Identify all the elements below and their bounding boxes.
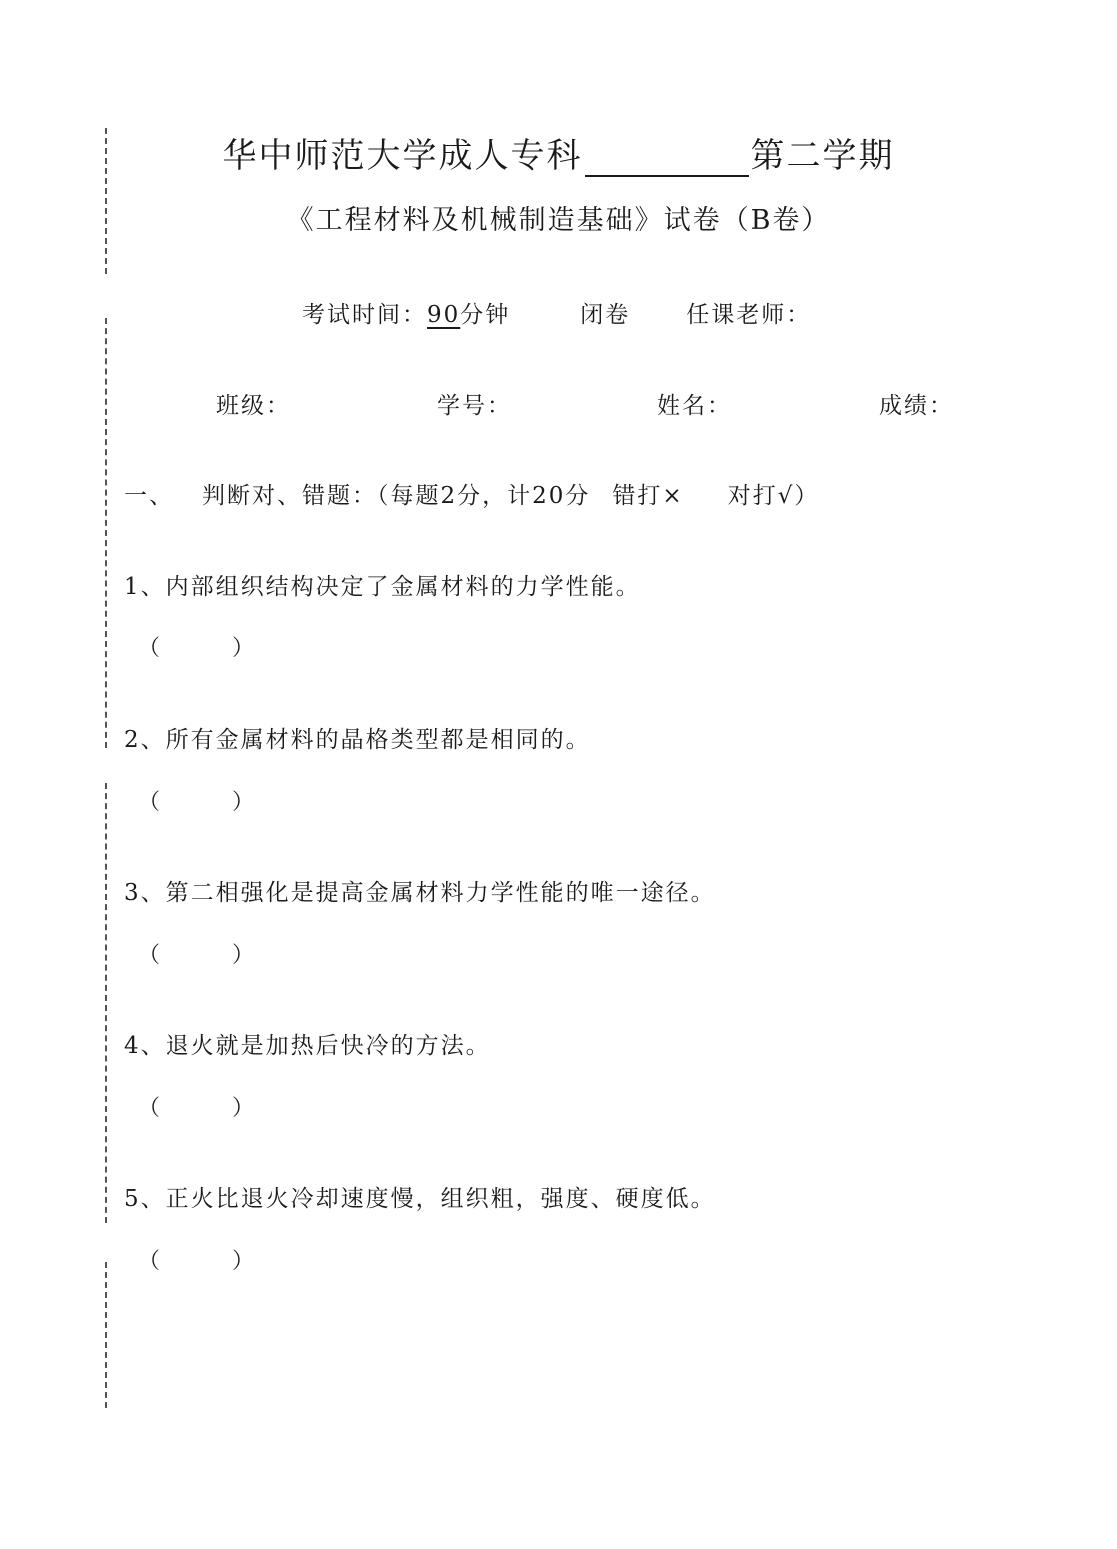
question-5: 5、正火比退火冷却速度慢，组织粗，强度、硬度低。 xyxy=(124,1186,716,1212)
binding-dashed-line xyxy=(105,1262,107,1408)
exam-time-label: 考试时间： xyxy=(302,302,427,328)
section-heading xyxy=(124,477,819,510)
wrong-mark-instruction: 错打× xyxy=(612,483,684,509)
student-id-label: 学号： xyxy=(437,393,512,419)
section-number: 一、 xyxy=(124,483,174,509)
answer-blank-2[interactable]: （ ） xyxy=(138,790,255,815)
binding-dashed-line xyxy=(105,783,107,1223)
closed-book-label: 闭卷 xyxy=(580,302,631,328)
question-3: 3、第二相强化是提高金属材料力学性能的唯一途径。 xyxy=(124,880,716,906)
exam-title xyxy=(0,128,1117,177)
answer-blank-1[interactable]: （ ） xyxy=(138,636,255,661)
answer-blank-3[interactable]: （ ） xyxy=(138,943,255,968)
question-2: 2、所有金属材料的晶格类型都是相同的。 xyxy=(124,727,591,753)
section-title: 判断对、错题：（每题2分，计20分 xyxy=(202,483,591,509)
answer-blank-5[interactable]: （ ） xyxy=(138,1249,255,1274)
exam-info-row xyxy=(302,296,811,329)
title-school: 华中师范大学成人专科 xyxy=(222,136,583,176)
teacher-label: 任课老师： xyxy=(686,302,812,328)
exam-subtitle: 《工程材料及机械制造基础》试卷（B卷） xyxy=(286,205,831,236)
question-4: 4、退火就是加热后快冷的方法。 xyxy=(124,1033,491,1059)
score-label: 成绩： xyxy=(879,393,954,419)
exam-time-value: 90 xyxy=(427,302,461,328)
title-semester: 第二学期 xyxy=(750,136,895,176)
student-name-label: 姓名： xyxy=(657,393,732,419)
binding-dashed-line xyxy=(105,318,107,748)
semester-year-blank xyxy=(585,131,749,177)
exam-time-unit: 分钟 xyxy=(460,302,511,328)
answer-blank-4[interactable]: （ ） xyxy=(138,1096,255,1121)
class-label: 班级： xyxy=(216,393,291,419)
question-1: 1、内部组织结构决定了金属材料的力学性能。 xyxy=(124,574,641,600)
right-mark-instruction: 对打√） xyxy=(727,483,820,509)
